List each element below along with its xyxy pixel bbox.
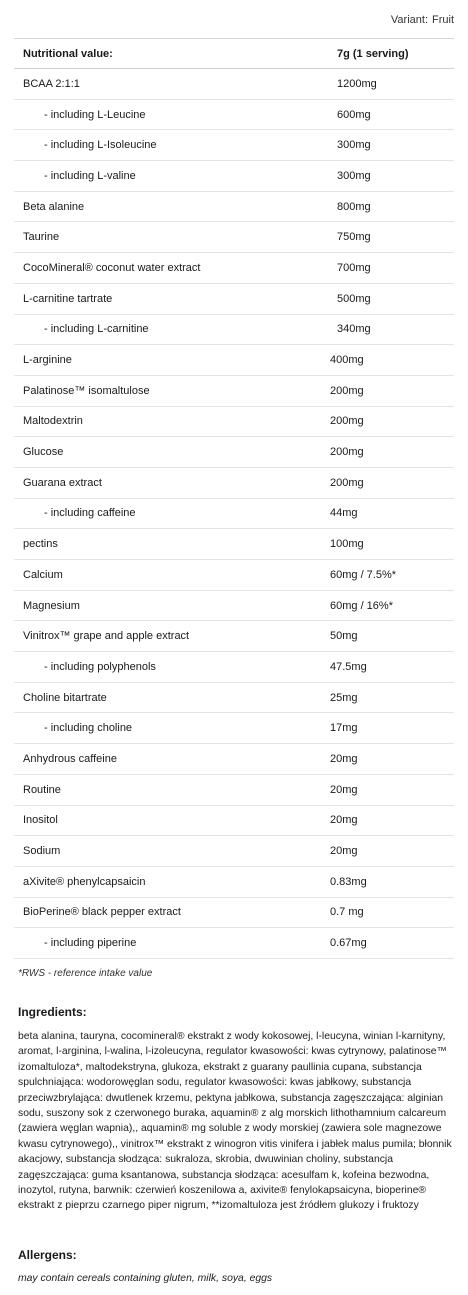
nutrient-value: 20mg	[330, 752, 358, 765]
nutrient-name: Calcium	[23, 568, 63, 581]
ingredients-heading: Ingredients:	[18, 1005, 87, 1019]
nutrient-name: Inositol	[23, 814, 58, 827]
table-row	[14, 376, 454, 407]
table-row	[14, 69, 454, 100]
nutrient-name: Beta alanine	[23, 200, 85, 213]
table-row	[14, 806, 454, 837]
table-row	[14, 591, 454, 622]
nutrient-name: Vinitrox™ grape and apple extract	[23, 630, 190, 643]
nutrient-name: pectins	[23, 538, 58, 551]
table-row	[14, 100, 454, 131]
nutrient-name: L-arginine	[23, 354, 72, 367]
allergens-text: may contain cereals containing gluten, milk, soya, eggs	[18, 1273, 273, 1284]
table-row	[14, 192, 454, 223]
table-row	[14, 867, 454, 898]
nutrient-value: 44mg	[330, 507, 358, 520]
table-header	[14, 38, 454, 69]
nutrient-name: - including piperine	[44, 937, 137, 950]
nutrient-value: 800mg	[337, 200, 371, 213]
nutrient-value: 0.67mg	[330, 937, 367, 950]
table-row	[14, 529, 454, 560]
nutrient-name: - including caffeine	[44, 507, 136, 520]
nutrient-name: - including L-Leucine	[44, 108, 146, 121]
nutrient-name: BCAA 2:1:1	[23, 77, 80, 90]
table-row	[14, 713, 454, 744]
nutrient-name: - including choline	[44, 722, 133, 735]
variant-value: Fruit	[432, 14, 454, 26]
nutrient-value: 200mg	[330, 476, 364, 489]
header-value: 7g (1 serving)	[337, 47, 409, 60]
table-row	[14, 253, 454, 284]
table-row	[14, 407, 454, 438]
nutrient-name: - including L-Isoleucine	[44, 139, 157, 152]
table-row	[14, 683, 454, 714]
nutrient-name: Guarana extract	[23, 476, 102, 489]
table-body	[14, 69, 454, 959]
nutrient-value: 47.5mg	[330, 660, 367, 673]
allergens-heading: Allergens:	[18, 1248, 77, 1262]
nutrient-value: 400mg	[330, 354, 364, 367]
nutrient-value: 50mg	[330, 630, 358, 643]
nutrient-name: - including L-carnitine	[44, 323, 149, 336]
nutrient-name: CocoMineral® coconut water extract	[23, 261, 201, 274]
nutrient-name: Anhydrous caffeine	[23, 752, 117, 765]
header-name: Nutritional value:	[23, 47, 113, 60]
table-row	[14, 222, 454, 253]
nutrient-value: 500mg	[337, 292, 371, 305]
rws-note: *RWS - reference intake value	[18, 968, 153, 979]
nutrient-name: - including L-valine	[44, 169, 136, 182]
table-row	[14, 744, 454, 775]
nutrient-name: Choline bitartrate	[23, 691, 107, 704]
table-row	[14, 284, 454, 315]
table-row	[14, 345, 454, 376]
nutrient-value: 300mg	[337, 139, 371, 152]
table-row	[14, 499, 454, 530]
nutrient-name: Palatinose™ isomaltulose	[23, 384, 150, 397]
nutrient-name: Routine	[23, 783, 61, 796]
nutrient-name: Glucose	[23, 446, 64, 459]
nutrient-value: 25mg	[330, 691, 358, 704]
nutrient-name: Magnesium	[23, 599, 80, 612]
table-row	[14, 652, 454, 683]
nutrient-value: 750mg	[337, 231, 371, 244]
nutrient-name: - including polyphenols	[44, 660, 156, 673]
nutrient-value: 0.7 mg	[330, 906, 364, 919]
table-row	[14, 928, 454, 959]
nutrient-value: 17mg	[330, 722, 358, 735]
nutrient-value: 200mg	[330, 384, 364, 397]
nutrient-value: 20mg	[330, 845, 358, 858]
nutrition-table	[14, 38, 454, 959]
nutrient-name: Taurine	[23, 231, 60, 244]
nutrient-value: 600mg	[337, 108, 371, 121]
nutrient-value: 60mg / 16%*	[330, 599, 393, 612]
nutrient-value: 20mg	[330, 814, 358, 827]
table-row	[14, 898, 454, 929]
table-row	[14, 775, 454, 806]
table-row	[14, 560, 454, 591]
table-row	[14, 836, 454, 867]
variant-label	[391, 14, 454, 26]
nutrient-value: 300mg	[337, 169, 371, 182]
nutrient-name: BioPerine® black pepper extract	[23, 906, 181, 919]
nutrient-value: 200mg	[330, 446, 364, 459]
table-row	[14, 161, 454, 192]
table-row	[14, 315, 454, 346]
nutrient-value: 200mg	[330, 415, 364, 428]
nutrient-name: Sodium	[23, 845, 61, 858]
nutrient-value: 340mg	[337, 323, 371, 336]
nutrient-name: Maltodextrin	[23, 415, 83, 428]
table-row	[14, 621, 454, 652]
nutrient-value: 60mg / 7.5%*	[330, 568, 397, 581]
variant-caption: Variant:	[390, 14, 428, 26]
nutrient-value: 20mg	[330, 783, 358, 796]
nutrient-value: 700mg	[337, 261, 371, 274]
table-row	[14, 468, 454, 499]
nutrient-value: 100mg	[330, 538, 364, 551]
table-row	[14, 130, 454, 161]
table-row	[14, 437, 454, 468]
nutrient-value: 1200mg	[337, 77, 377, 90]
nutrient-value: 0.83mg	[330, 875, 367, 888]
ingredients-text: beta alanina, tauryna, cocomineral® ekstrakt z wody kokosowej, l-leucyna, winian l-karnityny, aromat, l-arginina, l-walina, l-izoleucyna, regulator kwasowości: kwas cytrynowy, palatinose™ izomaltuloza*, maltodekstryna, glukoza, ekstrakt z guarany paullinia cupana, substancja spulchniająca: wodorowęglan sodu, regulator kwasowości: kwas jabłkowy, substancja przeciwzbrylająca: dwutlenek krzemu, pektyna jabłkowa, substancja zagęszczająca: alginian sodu, suszony sok z czerwonego buraka, aquamin® z alg morskich lithothamnium calcareum (zawiera węglan wapnia),, aquamin® mg soluble z wody morskiej (zawiera sole magnezowe kwasu cytrynowego),, vinitrox™ ekstrakt z winogron vitis vinifera i jabłek malus pumila; błonnik akacjowy, substancja słodząca: sukraloza, skrobia, dwuwinian choliny, substancja zagęszczająca: guma ksantanowa, substancja słodząca: acesulfam k, kofeina bezwodna, inozytol, rutyna, barwnik: czerwień koszenilowa a, axivite® fenylokapsaicyna, bioperine® ekstrakt z pieprzu czarnego piper nigrum, **izomaltuloza jest źródłem glukozy i fruktozy	[18, 1031, 452, 1212]
nutrient-name: aXivite® phenylcapsaicin	[23, 875, 146, 888]
nutrient-name: L-carnitine tartrate	[23, 292, 113, 305]
